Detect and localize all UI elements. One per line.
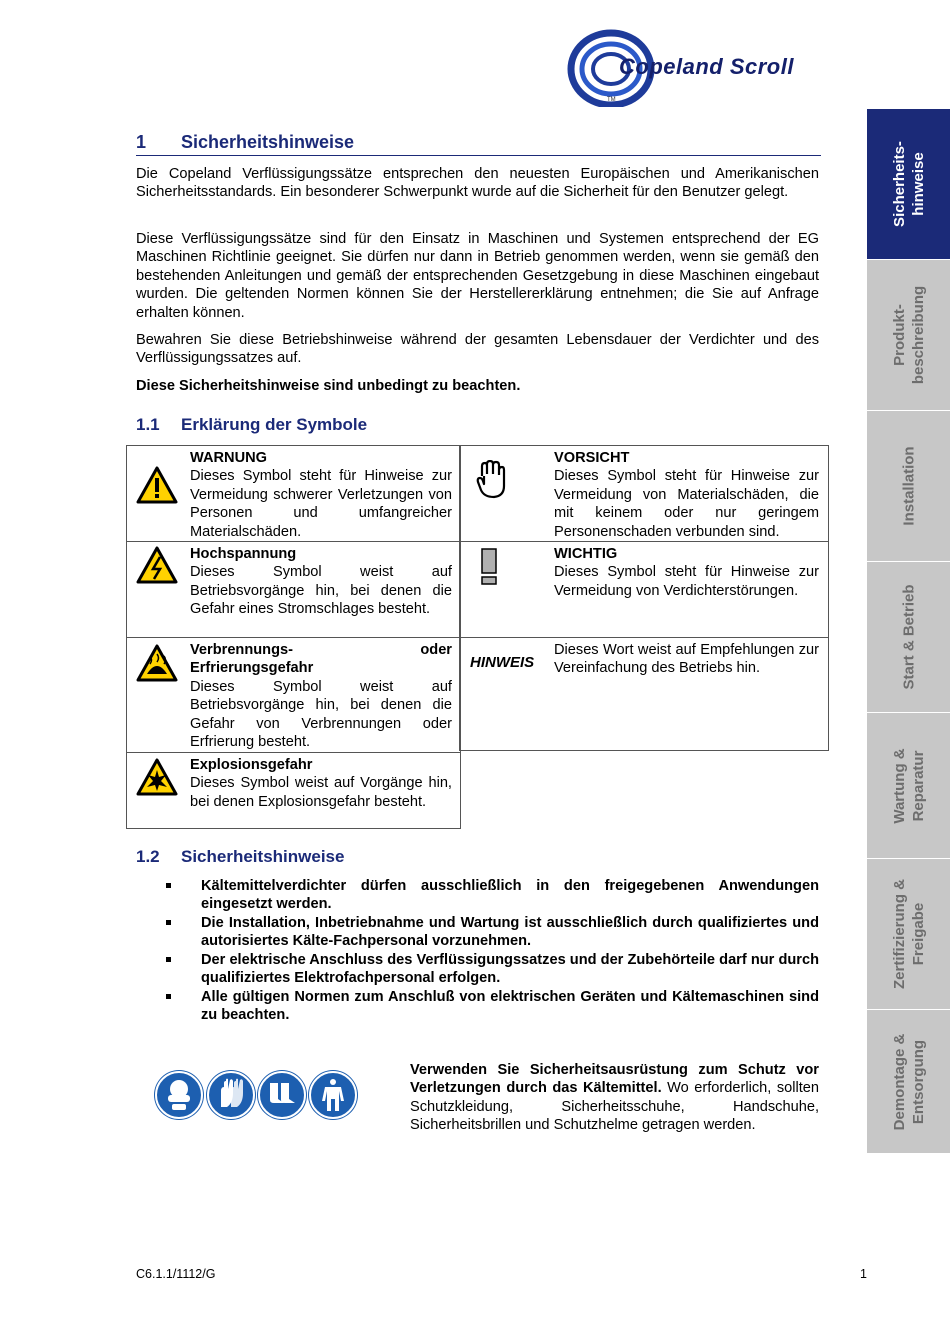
tab-label: Zertifizierung & Freigabe — [890, 878, 927, 990]
symbol-row-wichtig — [460, 542, 828, 638]
symbol-title: WICHTIG — [554, 546, 618, 562]
symbol-text: Dieses Symbol weist auf Betriebsvorgänge hin, bei denen die Gefahr von Verbrennungen oder Erfrierung besteht. — [190, 678, 452, 751]
subsection-heading — [136, 415, 367, 435]
must-observe-paragraph: Diese Sicherheitshinweise sind unbedingt zu beachten. — [136, 378, 521, 394]
tab-label: Installation — [900, 446, 917, 526]
symbol-text: Dieses Wort weist auf Empfehlungen zur Vereinfachung des Betriebs hin. — [554, 642, 819, 677]
subsection-title: Sicherheitshinweise — [181, 847, 345, 866]
hand-icon — [476, 460, 506, 500]
symbol-row-warnung — [127, 446, 460, 542]
list-item — [166, 914, 819, 951]
intro-paragraph: Die Copeland Verflüssigungssätze entsprechen den neuesten Europäischen und Amerikanischen Sicherheitsstandards. Ein besonderer Schwerpunkt wurde auf die Sicherheit für den Benutzer gelegt. — [136, 166, 819, 201]
logo-tm: TM — [607, 97, 616, 103]
symbol-row-explosion — [127, 753, 460, 828]
hinweis-label: HINWEIS — [470, 654, 535, 671]
bullet-text: Alle gültigen Normen zum Anschluß von elektrischen Geräten und Kältemaschinen sind zu beachten. — [201, 989, 819, 1024]
symbol-description — [554, 545, 819, 600]
tab-label: Produkt- beschreibung — [890, 285, 927, 385]
bullet-icon — [166, 883, 171, 888]
symbol-title: VORSICHT — [554, 450, 630, 466]
symbol-text: Dieses Symbol steht für Hinweise zur Vermeidung schwerer Verletzungen von Personen und umfangreicher Materialschäden. — [190, 468, 452, 540]
protective-suit-icon — [309, 1071, 357, 1119]
section-number: 1 — [136, 132, 147, 152]
high-voltage-icon — [136, 546, 178, 584]
symbol-title: Hochspannung — [190, 546, 297, 562]
keep-instructions-paragraph: Bewahren Sie diese Betriebshinweise während der gesamten Lebensdauer der Verdichter und des Verflüssigungssatzes auf. — [136, 332, 819, 367]
symbol-text: Dieses Symbol steht für Hinweise zur Vermeidung von Materialschäden, die mit keinem oder nur geringem Personenschaden verbunden sind. — [554, 468, 819, 540]
subsection-heading — [136, 847, 344, 867]
subsection-number: 1.1 — [136, 415, 160, 434]
symbol-description — [190, 756, 452, 811]
symbol-title: Explosionsgefahr — [190, 757, 313, 773]
tab-label: Sicherheits- hinweise — [890, 141, 927, 227]
symbols-table-right — [459, 445, 829, 751]
symbol-description — [190, 449, 452, 541]
bullet-text: Kältemittelverdichter dürfen ausschließlich in den freigegebenen Anwendungen eingesetzt werden. — [201, 878, 819, 913]
bullet-icon — [166, 957, 171, 962]
symbol-row-hochspannung — [127, 542, 460, 638]
explosion-icon — [136, 758, 178, 796]
symbol-row-hinweis — [460, 638, 828, 750]
directive-paragraph: Diese Verflüssigungssätze sind für den Einsatz in Maschinen und Systemen entsprechend der EG Maschinen Richtlinie geeignet. Sie dürfen nur dann in Betrieb genommen werden, wenn sie gemäß den bestehenden Anleitungen und gemäß der entsprechenden Gesetzgebung in diese Maschinen eingebaut wurden. Die geltenden Normen können Sie der Herstellererklärung entnehmen; die Sie auf Anfrage erhalten können. — [136, 231, 819, 321]
bullet-icon — [166, 920, 171, 925]
burn-freeze-icon — [136, 644, 178, 682]
symbol-description — [554, 449, 819, 541]
subsection-title: Erklärung der Symbole — [181, 415, 368, 434]
symbol-row-verbrennung — [127, 638, 460, 753]
symbol-row-vorsicht — [460, 446, 828, 542]
bullet-text: Die Installation, Inbetriebnahme und Wartung ist ausschließlich durch qualifiziertes und autorisiertes Kälte-Fachpersonal vorzunehmen. — [201, 915, 819, 950]
safety-boots-icon — [258, 1071, 306, 1119]
tab-demontage-entsorgung[interactable] — [867, 1009, 950, 1153]
section-heading — [136, 132, 821, 156]
helmet-goggles-icon — [155, 1071, 203, 1119]
symbol-text: Dieses Symbol steht für Hinweise zur Vermeidung von Verdichterstörungen. — [554, 564, 819, 599]
symbols-table-left — [126, 445, 461, 829]
tab-label: Wartung & Reparatur — [890, 747, 927, 824]
subsection-number: 1.2 — [136, 847, 160, 866]
important-icon — [480, 547, 500, 587]
symbol-text: Dieses Symbol weist auf Vorgänge hin, bei denen Explosionsgefahr besteht. — [190, 775, 452, 810]
symbol-title: WARNUNG — [190, 450, 268, 466]
tab-installation[interactable] — [867, 410, 950, 561]
symbol-description — [554, 641, 819, 678]
tab-label: Start & Betrieb — [900, 584, 917, 690]
document-code: C6.1.1/1112/G — [136, 1267, 216, 1281]
symbol-description — [190, 641, 452, 751]
symbol-title: Verbrennungs- oder Erfrierungsgefahr — [190, 642, 452, 677]
bullet-icon — [166, 994, 171, 999]
list-item — [166, 877, 819, 914]
list-item — [166, 951, 819, 988]
section-title: Sicherheitshinweise — [181, 132, 355, 152]
symbol-description — [190, 545, 452, 619]
tab-wartung-reparatur[interactable] — [867, 712, 950, 858]
logo-text: Copeland Scroll — [619, 54, 794, 79]
copeland-scroll-logo — [567, 25, 865, 107]
tab-label: Demontage & Entsorgung — [890, 1033, 927, 1130]
symbol-text: Dieses Symbol weist auf Betriebsvorgänge hin, bei denen die Gefahr eines Stromschlages besteht. — [190, 564, 452, 618]
tab-zertifizierung-freigabe[interactable] — [867, 858, 950, 1009]
tab-produktbeschreibung[interactable] — [867, 259, 950, 410]
ppe-bold-text: Verwenden Sie Sicherheitsausrüstung zum Schutz vor Verletzungen durch das Kältemittel. — [410, 1062, 819, 1097]
warning-triangle-icon — [136, 466, 178, 504]
ppe-paragraph — [410, 1061, 819, 1135]
tab-sicherheitshinweise[interactable] — [867, 108, 950, 259]
bullet-text: Der elektrische Anschluss des Verflüssigungssatzes und der Zubehörteile darf nur durch qualifiziertes Elektrofachpersonal erfolgen. — [201, 952, 819, 987]
list-item — [166, 988, 819, 1025]
ppe-normal-text: Wo erforderlich, sollten Schutzkleidung, Sicherheitsschuhe, Handschuhe, Sicherheitsbrillen und Schutzhelme getragen werden. — [410, 1080, 819, 1134]
gloves-icon — [207, 1071, 255, 1119]
tab-start-betrieb[interactable] — [867, 561, 950, 712]
page-number: 1 — [860, 1267, 867, 1281]
